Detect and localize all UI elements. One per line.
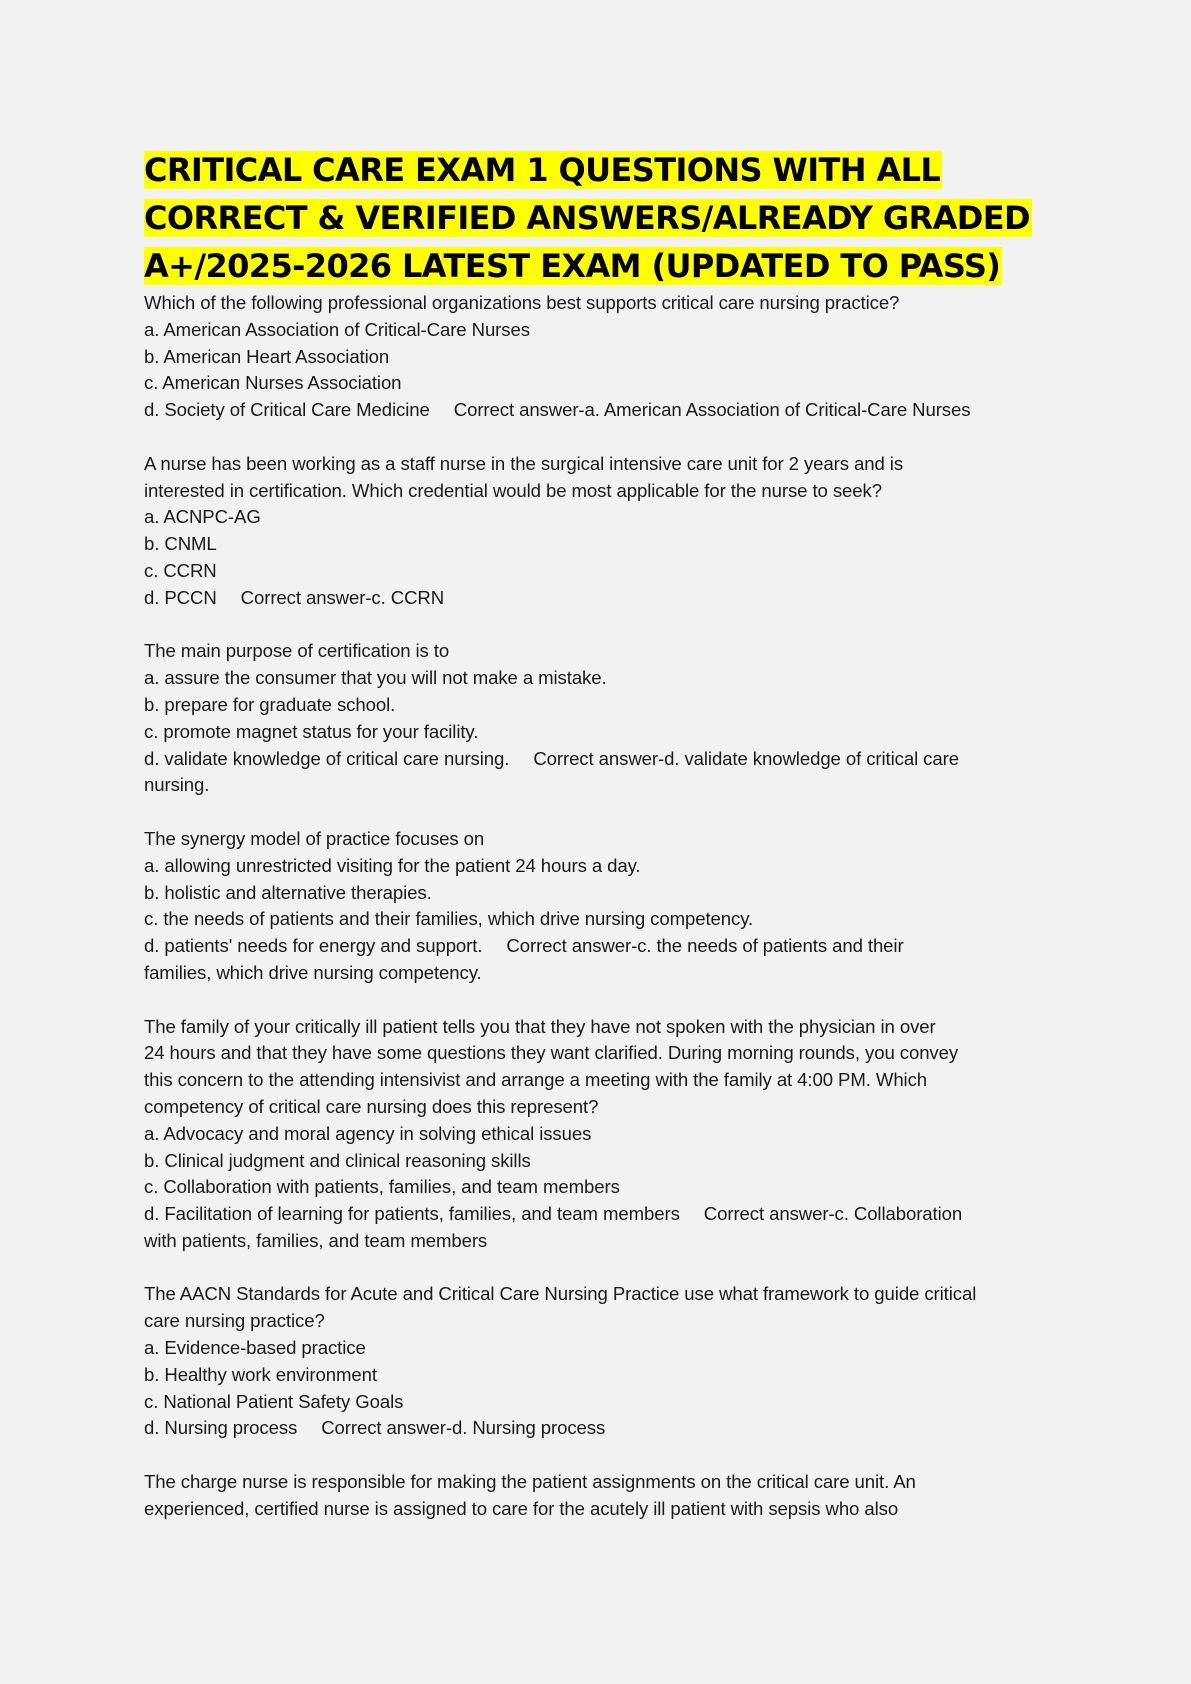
answer-option: b. Clinical judgment and clinical reasoning skills: [144, 1149, 531, 1171]
correct-answer-continued: families, which drive nursing competency.: [144, 961, 482, 983]
question-stem: interested in certification. Which credential would be most applicable for the nurse to seek?: [144, 479, 882, 501]
answer-option: b. holistic and alternative therapies.: [144, 881, 432, 903]
answer-option: a. American Association of Critical-Care Nurses: [144, 318, 530, 340]
answer-option-last: d. Facilitation of learning for patients, families, and team members Correct answer-c. Collaboration: [144, 1203, 963, 1225]
answer-option-last: d. Nursing process Correct answer-d. Nursing process: [144, 1417, 606, 1439]
question-stem: The main purpose of certification is to: [144, 640, 450, 662]
answer-option: b. American Heart Association: [144, 345, 390, 367]
correct-answer-continued: nursing.: [144, 774, 210, 796]
question-stem: this concern to the attending intensivist and arrange a meeting with the family at 4:00 PM. Which: [144, 1069, 928, 1091]
answer-option: c. National Patient Safety Goals: [144, 1390, 404, 1412]
question-block: [144, 1014, 1064, 1255]
answer-option: a. Advocacy and moral agency in solving ethical issues: [144, 1122, 592, 1144]
question-stem: experienced, certified nurse is assigned to care for the acutely ill patient with sepsis who also: [144, 1497, 899, 1519]
question-block-partial: [144, 1469, 1064, 1523]
answer-option-last: d. PCCN Correct answer-c. CCRN: [144, 586, 445, 608]
document-title: [144, 146, 1064, 290]
answer-option-last: d. validate knowledge of critical care nursing. Correct answer-d. validate knowledge of critical care: [144, 747, 959, 769]
answer-option: b. prepare for graduate school.: [144, 693, 396, 715]
correct-answer-continued: with patients, families, and team members: [144, 1229, 488, 1251]
answer-option-last: d. patients' needs for energy and support. Correct answer-c. the needs of patients and their: [144, 935, 904, 957]
question-block: [144, 638, 1064, 799]
question-stem: The charge nurse is responsible for making the patient assignments on the critical care unit. An: [144, 1471, 916, 1493]
question-stem: 24 hours and that they have some questions they want clarified. During morning rounds, you convey: [144, 1042, 959, 1064]
question-stem: The synergy model of practice focuses on: [144, 827, 485, 849]
correct-answer: Correct answer-a. American Association of Critical-Care Nurses: [453, 399, 971, 421]
question-stem: competency of critical care nursing does this represent?: [144, 1095, 599, 1117]
question-stem: The family of your critically ill patient tells you that they have not spoken with the physician in over: [144, 1015, 936, 1037]
correct-answer: Correct answer-c. the needs of patients and their: [506, 935, 904, 957]
answer-option: a. assure the consumer that you will not make a mistake.: [144, 667, 607, 689]
answer-option: c. Collaboration with patients, families, and team members: [144, 1176, 620, 1198]
question-block: [144, 1281, 1064, 1442]
question-stem: A nurse has been working as a staff nurse in the surgical intensive care unit for 2 years and is: [144, 452, 904, 474]
question-block: [144, 290, 1064, 424]
answer-option-last: d. Society of Critical Care Medicine Correct answer-a. American Association of Critical-Care Nurses: [144, 399, 971, 421]
question-stem: The AACN Standards for Acute and Critical Care Nursing Practice use what framework to guide critical: [144, 1283, 977, 1305]
answer-option: a. ACNPC-AG: [144, 506, 261, 528]
answer-option: c. CCRN: [144, 559, 217, 581]
question-stem: care nursing practice?: [144, 1310, 325, 1332]
correct-answer: Correct answer-c. Collaboration: [703, 1203, 963, 1225]
answer-option: a. Evidence-based practice: [144, 1337, 366, 1359]
answer-option: a. allowing unrestricted visiting for the patient 24 hours a day.: [144, 854, 641, 876]
answer-option: b. Healthy work environment: [144, 1363, 377, 1385]
correct-answer: Correct answer-c. CCRN: [240, 586, 445, 608]
correct-answer: Correct answer-d. Nursing process: [321, 1417, 606, 1439]
question-stem: Which of the following professional organizations best supports critical care nursing practice?: [144, 292, 900, 313]
question-block: [144, 451, 1064, 612]
answer-option: b. CNML: [144, 533, 217, 555]
answer-option: c. the needs of patients and their families, which drive nursing competency.: [144, 908, 754, 930]
correct-answer: Correct answer-d. validate knowledge of critical care: [533, 747, 959, 769]
title-highlight: CRITICAL CARE EXAM 1 QUESTIONS WITH ALL CORRECT & VERIFIED ANSWERS/ALREADY GRADED A+/2025-2026 LATEST EXAM (UPDATED TO PASS): [144, 151, 1030, 285]
answer-option: c. American Nurses Association: [144, 372, 402, 394]
answer-option: c. promote magnet status for your facility.: [144, 720, 479, 742]
question-block: [144, 826, 1064, 987]
document-content: [144, 146, 1064, 1549]
